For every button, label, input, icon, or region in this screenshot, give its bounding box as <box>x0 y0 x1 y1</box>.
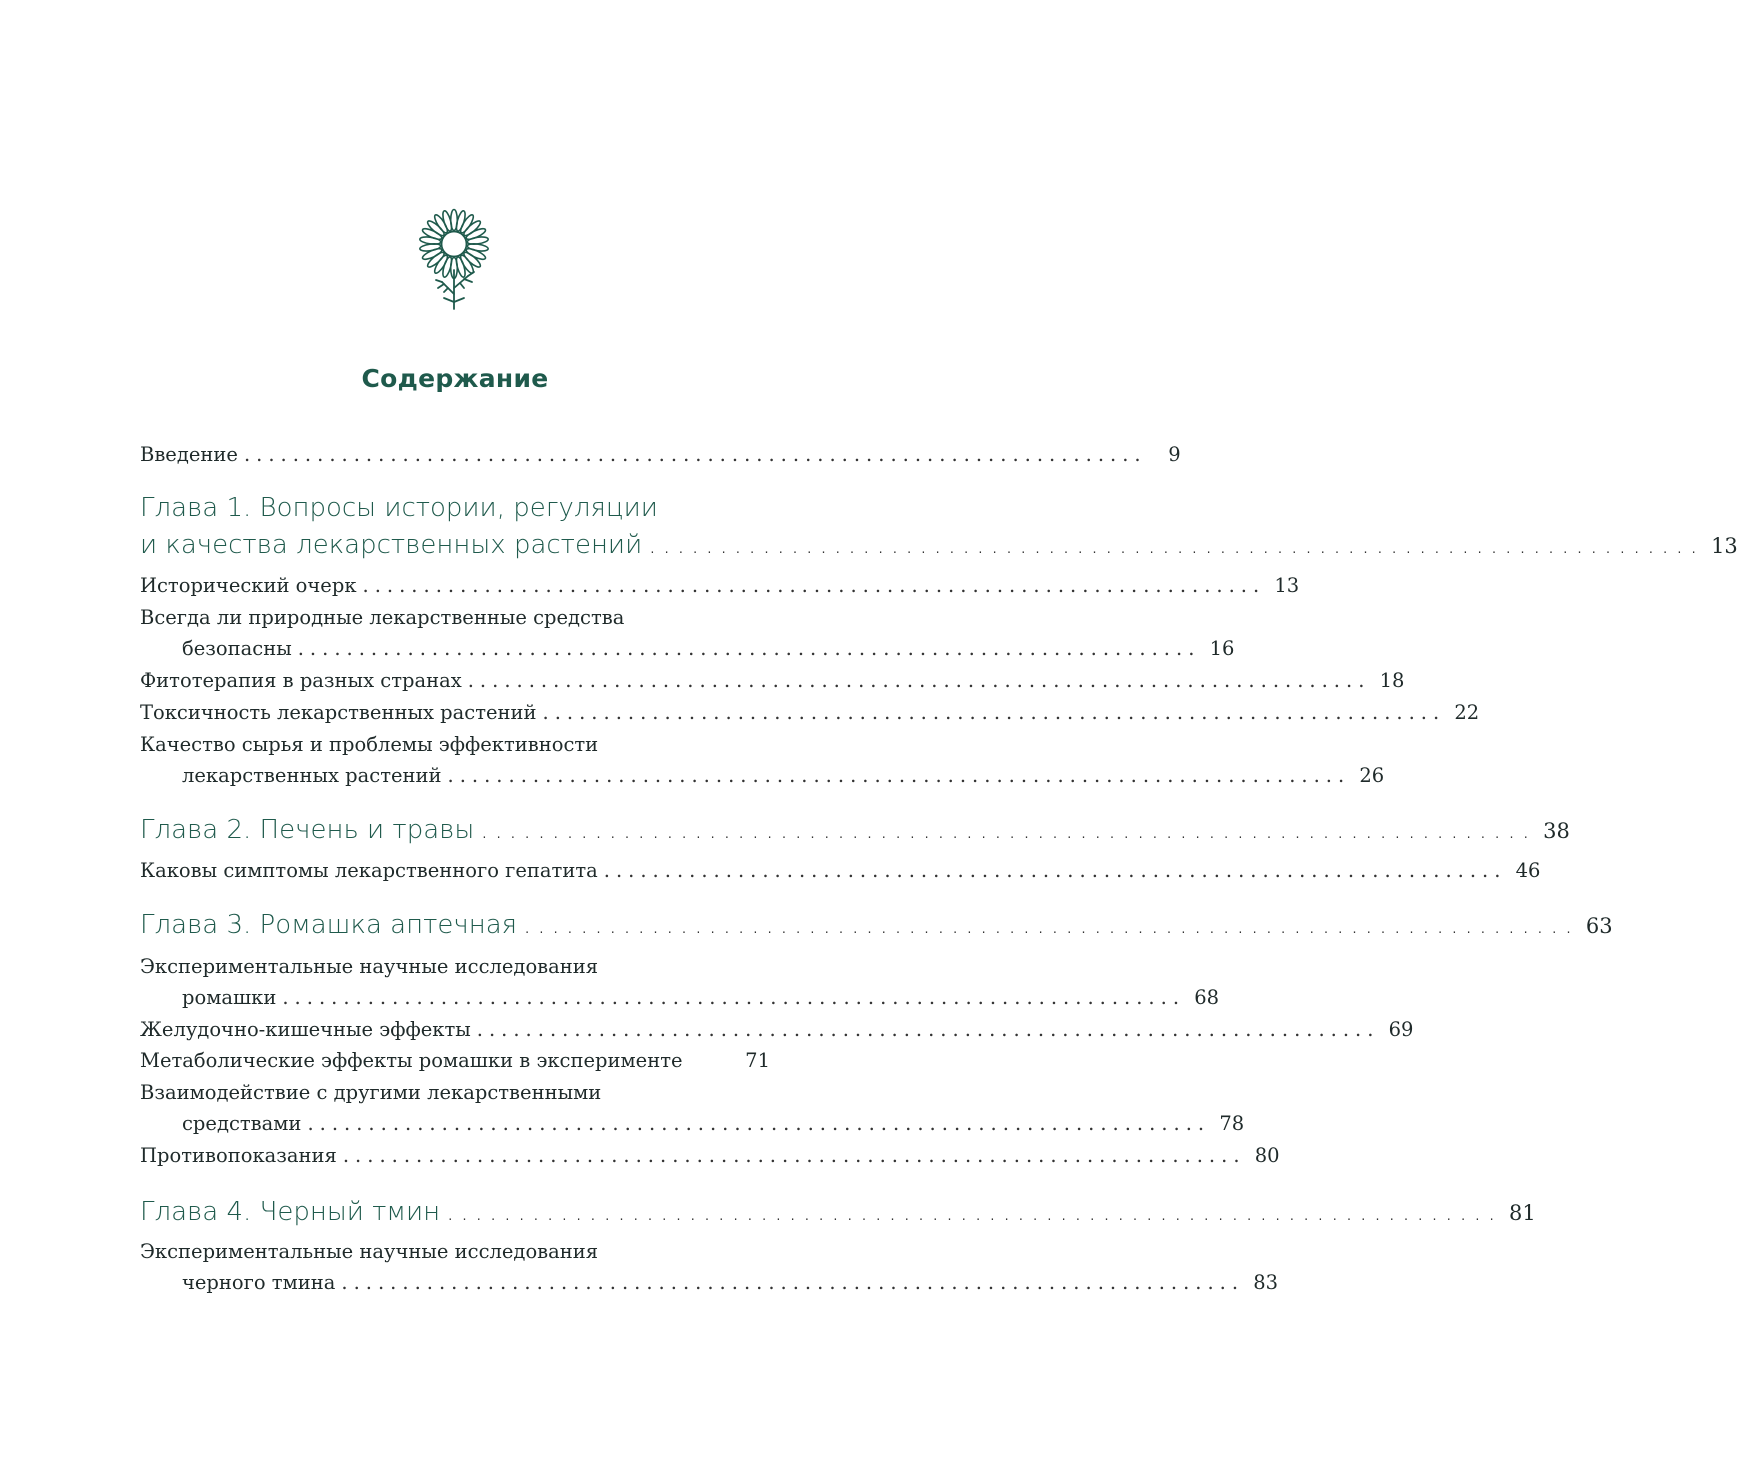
toc-chapter-4[interactable]: Глава 4. Черный тмин .......................................................................... 81 <box>140 1197 1536 1227</box>
toc-entry-cumin-research-line1: Экспериментальные научные исследования <box>140 1240 599 1263</box>
page-number: 80 <box>1254 1144 1280 1167</box>
toc-entry-chamomile-research-line1: Экспериментальные научные исследования <box>140 955 599 978</box>
toc-entry-hepatitis[interactable]: Каковы симптомы лекарственного гепатита .......................................................................... 46 <box>140 859 1541 882</box>
toc-chapter-2[interactable]: Глава 2. Печень и травы .......................................................................... 38 <box>140 815 1570 845</box>
page-number: 13 <box>1274 574 1300 597</box>
page-title: Содержание <box>361 364 549 393</box>
page-number: 18 <box>1379 669 1405 692</box>
toc-entry-chamomile-research[interactable]: ромашки .......................................................................... 68 <box>182 986 1220 1009</box>
page-number: 22 <box>1454 701 1480 724</box>
page-number: 71 <box>745 1049 770 1072</box>
toc-entry-quality-line1: Качество сырья и проблемы эффективности <box>140 733 599 756</box>
page-number: 69 <box>1388 1018 1414 1041</box>
page-number: 83 <box>1253 1271 1279 1294</box>
page-number: 81 <box>1509 1201 1536 1225</box>
toc-entry-contraindications[interactable]: Противопоказания .......................................................................... 80 <box>140 1144 1280 1167</box>
toc-entry-cumin-research[interactable]: черного тмина .......................................................................... 83 <box>182 1271 1279 1294</box>
page-number: 68 <box>1194 986 1220 1009</box>
page-number: 46 <box>1515 859 1541 882</box>
page-number: 16 <box>1209 637 1235 660</box>
toc-entry-interaction-line1: Взаимодействие с другими лекарственными <box>140 1081 602 1104</box>
toc-entry-metabolic[interactable]: Метаболические эффекты ромашки в эксперименте 71 <box>140 1049 770 1072</box>
chamomile-flower-icon <box>414 204 494 314</box>
toc-entry-intro[interactable]: Введение .......................................................................... 9 <box>140 443 1181 466</box>
page-number: 13 <box>1711 534 1738 558</box>
toc-entry-historical[interactable]: Исторический очерк .......................................................................... 13 <box>140 574 1300 597</box>
toc-chapter-3[interactable]: Глава 3. Ромашка аптечная .......................................................................... 63 <box>140 910 1613 940</box>
toc-entry-quality[interactable]: лекарственных растений .......................................................................... 26 <box>182 764 1385 787</box>
toc-entry-safety-line1: Всегда ли природные лекарственные средства <box>140 606 625 629</box>
toc-entry-phytotherapy[interactable]: Фитотерапия в разных странах .......................................................................... 18 <box>140 669 1405 692</box>
toc-chapter-1-line1: Глава 1. Вопросы истории, регуляции <box>140 493 658 523</box>
toc-entry-safety[interactable]: безопасны .......................................................................... 16 <box>182 637 1235 660</box>
page-number: 38 <box>1543 819 1570 843</box>
toc-entry-toxicity[interactable]: Токсичность лекарственных растений .......................................................................... 22 <box>140 701 1480 724</box>
toc-chapter-1[interactable]: и качества лекарственных растений .......................................................................... 13 <box>140 530 1738 560</box>
page-number: 9 <box>1168 443 1181 466</box>
page-number: 78 <box>1219 1112 1245 1135</box>
page-number: 26 <box>1359 764 1385 787</box>
page-number: 63 <box>1585 914 1613 938</box>
toc-entry-gastro[interactable]: Желудочно-кишечные эффекты .......................................................................... 69 <box>140 1018 1414 1041</box>
toc-entry-interaction[interactable]: средствами .......................................................................... 78 <box>182 1112 1245 1135</box>
